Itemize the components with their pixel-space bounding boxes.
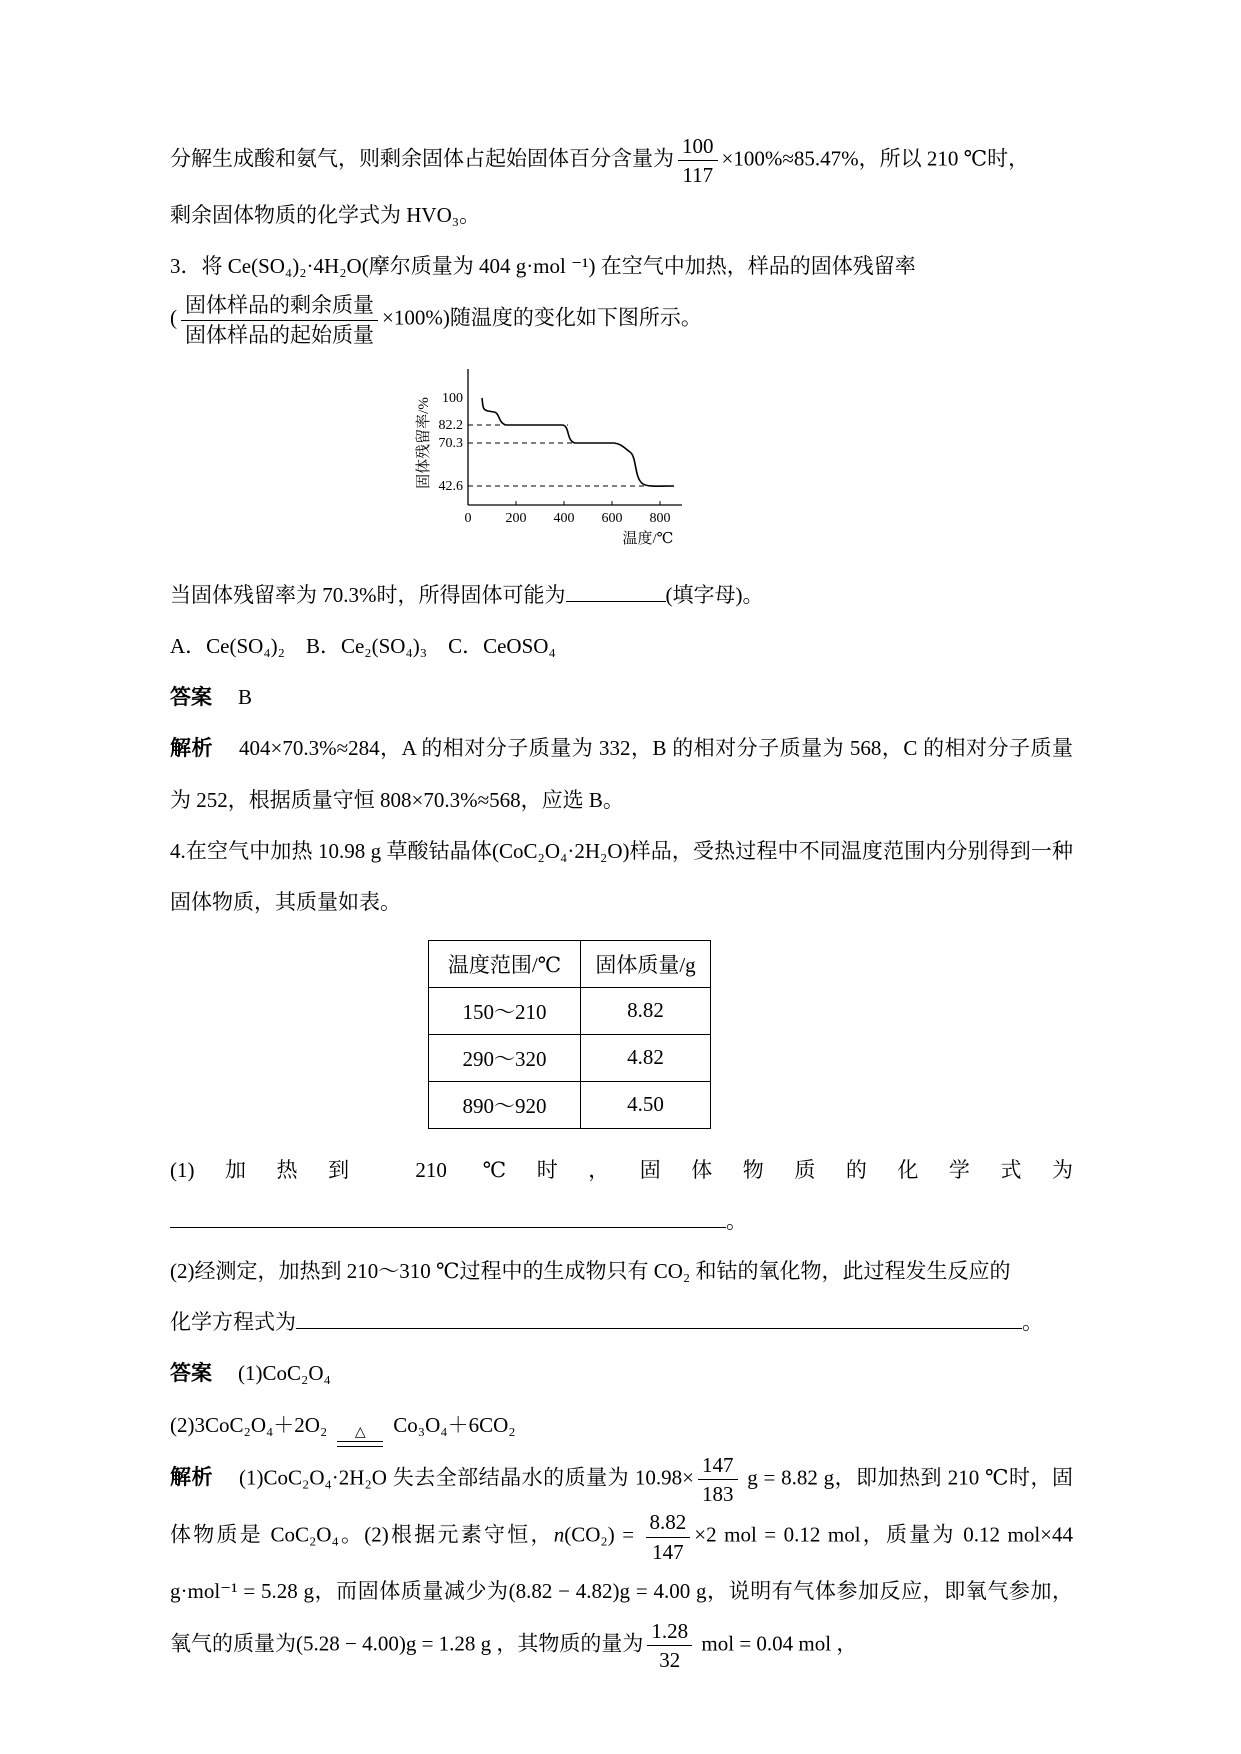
answer-blank bbox=[296, 1307, 1022, 1329]
y-tick-label: 100 bbox=[442, 391, 463, 406]
residue-rate-chart bbox=[408, 355, 1073, 566]
text-run: 化学方程式为 bbox=[170, 1310, 296, 1335]
fraction-denominator: 32 bbox=[659, 1648, 681, 1673]
fraction-denominator: 固体样品的起始质量 bbox=[185, 322, 374, 347]
variable-n: n bbox=[553, 1522, 565, 1547]
table-cell: 890～920 bbox=[429, 1081, 581, 1128]
fraction-numerator: 8.82 bbox=[646, 1508, 691, 1537]
table-row bbox=[429, 987, 711, 1034]
x-tick-label: 600 bbox=[601, 511, 623, 526]
text-run: (1)加热到 210 ℃时，固体物质的化学式为 bbox=[170, 1157, 1073, 1182]
fraction-residue-ratio bbox=[181, 291, 378, 349]
q3-analysis bbox=[170, 723, 1073, 826]
table-cell: 8.82 bbox=[581, 987, 711, 1034]
analysis-label: 解析 bbox=[170, 1466, 213, 1490]
q3-question bbox=[170, 570, 1073, 621]
table-cell: 4.50 bbox=[581, 1081, 711, 1128]
fraction-denominator: 183 bbox=[702, 1481, 734, 1506]
q4-sub2-line2 bbox=[170, 1297, 1073, 1348]
table-row bbox=[429, 1081, 711, 1128]
y-axis-label: 固体残留率/% bbox=[416, 397, 432, 489]
paragraph-top-line2: 剩余固体物质的化学式为 HVO₃。 bbox=[170, 202, 481, 227]
text-run: mol = 0.04 mol ， bbox=[696, 1631, 858, 1656]
q4-analysis bbox=[170, 1451, 1073, 1675]
x-tick-label: 800 bbox=[649, 511, 671, 526]
fraction-8.82-147 bbox=[646, 1508, 691, 1566]
table-cell: 290～320 bbox=[429, 1034, 581, 1081]
q4-sub1 bbox=[170, 1145, 1073, 1247]
q3-stem: 3．将 Ce(SO₄)₂·4H₂O(摩尔质量为 404 g·mol ⁻¹) 在空气中加热，样品的固体残留率 bbox=[170, 253, 916, 278]
text-run: 分解生成酸和氨气，则剩余固体占起始固体百分含量为 bbox=[170, 146, 674, 171]
y-tick-label: 82.2 bbox=[438, 418, 463, 433]
text-run: ( bbox=[170, 305, 177, 330]
answer-label: 答案 bbox=[170, 685, 212, 709]
answer-blank bbox=[566, 580, 666, 602]
residue-curve bbox=[482, 398, 674, 486]
x-tick-label: 400 bbox=[553, 511, 575, 526]
q4-answer-line1 bbox=[170, 1348, 1073, 1400]
text-run: (CO₂) = bbox=[564, 1522, 642, 1547]
equation-right: Co₃O₄＋6CO₂ bbox=[393, 1412, 516, 1437]
fraction-numerator: 1.28 bbox=[647, 1617, 692, 1646]
answer-text: (1)CoC₂O₄ bbox=[238, 1360, 331, 1385]
q4-sub2-line1: (2)经测定，加热到 210～310 ℃过程中的生成物只有 CO₂ 和钴的氧化物，此过程发生反应的 bbox=[170, 1259, 1011, 1284]
chart-svg bbox=[408, 355, 718, 560]
q3-answer bbox=[170, 672, 1073, 724]
fraction-147-183 bbox=[698, 1451, 738, 1509]
analysis-label: 解析 bbox=[170, 737, 213, 761]
fraction-1.28-32 bbox=[647, 1617, 692, 1675]
x-tick-label: 200 bbox=[505, 511, 527, 526]
text-run: ×2 mol = 0.12 mol，质量为 0.12 mol×44 g·mol⁻¹ = 5.28 g，而固体质量减少为(8.82 − 4.82)g = 4.00 g，说明有气体参加反应，即氧气参加，氧气的质量为(5.28 − 4.00)g = 1.28 g ，其物质的量为 bbox=[170, 1522, 1073, 1656]
table-cell: 4.82 bbox=[581, 1034, 711, 1081]
answer-blank bbox=[170, 1205, 726, 1227]
fraction-100-117 bbox=[678, 132, 718, 190]
delta-condition: △ bbox=[354, 1424, 366, 1440]
table-header-cell: 温度范围/℃ bbox=[429, 940, 581, 987]
q4-stem: 4.在空气中加热 10.98 g 草酸钴晶体(CoC₂O₄·2H₂O)样品，受热过程中不同温度范围内分别得到一种固体物质，其质量如表。 bbox=[170, 839, 1073, 914]
fraction-numerator: 147 bbox=[698, 1451, 738, 1480]
double-equals-line bbox=[337, 1441, 383, 1447]
q3-options: A．Ce(SO₄)₂ B．Ce₂(SO₄)₃ C．CeOSO₄ bbox=[170, 633, 556, 658]
mass-table bbox=[428, 940, 711, 1129]
answer-text: B bbox=[238, 684, 253, 709]
table-header-cell: 固体质量/g bbox=[581, 940, 711, 987]
fraction-denominator: 117 bbox=[682, 163, 714, 188]
fraction-denominator: 147 bbox=[652, 1539, 684, 1564]
fraction-numerator: 100 bbox=[678, 132, 718, 161]
table-header-row bbox=[429, 940, 711, 987]
y-tick-label: 70.3 bbox=[438, 436, 463, 451]
q3-fraction-line bbox=[170, 291, 1073, 349]
text-run: ×100%)随温度的变化如下图所示。 bbox=[382, 305, 702, 330]
text-run: 当固体残留率为 70.3%时，所得固体可能为 bbox=[170, 583, 566, 607]
paragraph-top bbox=[170, 132, 1073, 190]
table-cell: 150～210 bbox=[429, 987, 581, 1034]
text-run: 。 bbox=[1022, 1310, 1043, 1335]
text-run: ×100%≈85.47%，所以 210 ℃时， bbox=[721, 146, 1030, 171]
x-tick-label: 0 bbox=[464, 511, 472, 526]
text-run: g = 8.82 g，即加热到 210 ℃时，固体物质是 CoC₂O₄。(2)根据元素守恒， bbox=[170, 1465, 1074, 1547]
table-row bbox=[429, 1034, 711, 1081]
q4-answer-equation bbox=[170, 1400, 1073, 1451]
y-tick-label: 42.6 bbox=[438, 479, 463, 494]
analysis-text: 404×70.3%≈284，A 的相对分子质量为 332，B 的相对分子质量为 568，C 的相对分子质量为 252，根据质量守恒 808×70.3%≈568，应选 B。 bbox=[170, 736, 1073, 813]
reaction-condition-equals bbox=[337, 1425, 383, 1447]
text-run: (1)CoC₂O₄·2H₂O 失去全部结晶水的质量为 10.98× bbox=[239, 1465, 694, 1490]
text-run: 。 bbox=[726, 1208, 747, 1233]
answer-label: 答案 bbox=[170, 1361, 212, 1385]
equation-left: (2)3CoC₂O₄＋2O₂ bbox=[170, 1412, 328, 1437]
fraction-numerator: 固体样品的剩余质量 bbox=[181, 291, 378, 320]
x-axis-label: 温度/℃ bbox=[622, 531, 674, 547]
text-run: (填字母)。 bbox=[665, 583, 764, 607]
